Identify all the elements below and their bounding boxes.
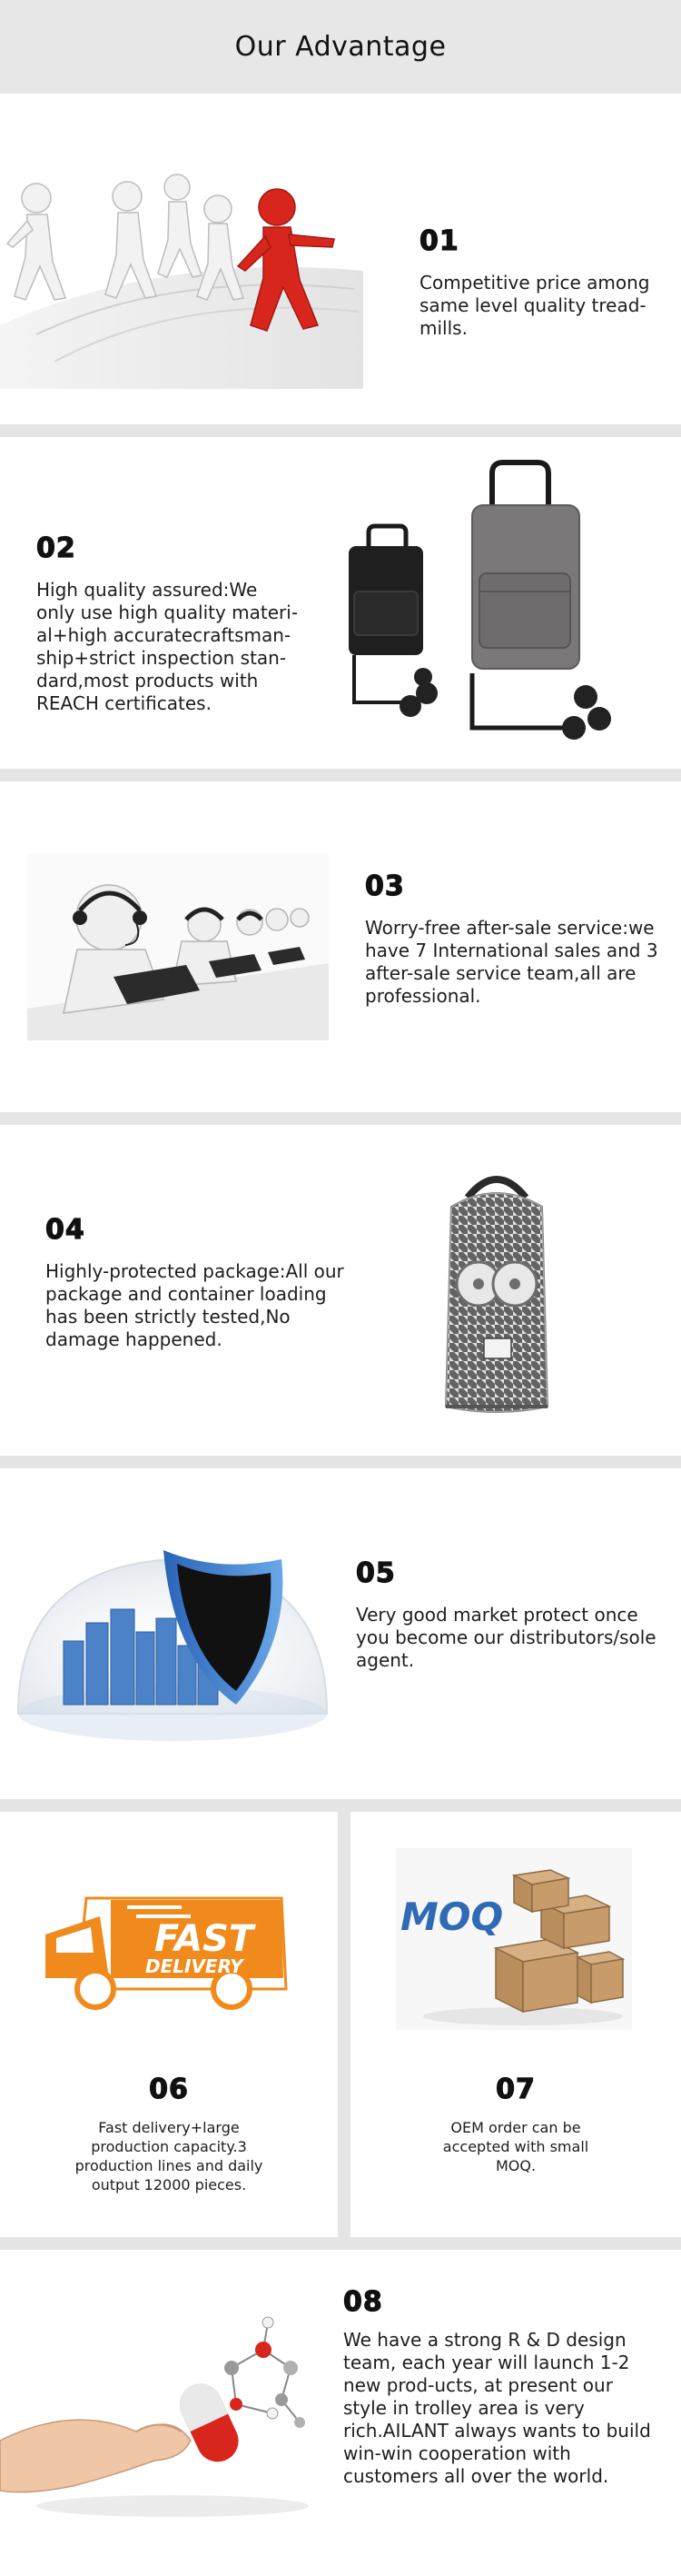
page-header bbox=[0, 0, 681, 94]
section-divider bbox=[0, 1112, 681, 1125]
section-divider bbox=[0, 1799, 681, 1812]
section-divider bbox=[0, 769, 681, 781]
section-number: 01 bbox=[419, 225, 459, 257]
section-description: Worry-free after-sale service:we have 7 International sales and 3 after-sale service team,all are professional. bbox=[365, 917, 658, 1007]
advantage-section-05 bbox=[0, 1468, 681, 1799]
delivery-label: DELIVERY bbox=[145, 1955, 243, 1977]
section-07-text bbox=[425, 2074, 607, 2175]
section-04-text bbox=[45, 1214, 345, 1351]
section-description: Highly-protected package:All our package and container loading has been strictly tested,No damage happened. bbox=[45, 1260, 344, 1350]
advantage-section-06 bbox=[0, 1812, 338, 2237]
column-divider bbox=[338, 1812, 350, 2237]
section-06-text bbox=[60, 2074, 278, 2194]
fast-label: FAST bbox=[154, 1918, 254, 1960]
section-number: 02 bbox=[36, 532, 76, 564]
section-number: 07 bbox=[496, 2074, 536, 2105]
section-divider bbox=[0, 1456, 681, 1468]
section-number: 05 bbox=[356, 1557, 396, 1589]
advantage-section-08 bbox=[0, 2250, 681, 2570]
section-05-text bbox=[356, 1557, 665, 1672]
moq-label: MOQ bbox=[400, 1895, 504, 1939]
section-number: 08 bbox=[343, 2286, 383, 2318]
advantage-section-03 bbox=[0, 781, 681, 1112]
section-description: Very good market protect once you become our distributors/sole agent. bbox=[356, 1604, 656, 1671]
section-divider bbox=[0, 424, 681, 437]
section-02-text bbox=[36, 532, 300, 715]
section-01-text bbox=[419, 225, 660, 340]
shopping-trolleys-image bbox=[336, 455, 627, 755]
advantage-section-01 bbox=[0, 94, 681, 424]
section-divider bbox=[0, 2237, 681, 2250]
advantage-section-02 bbox=[0, 437, 681, 769]
section-description: We have a strong R & D design team, each year will launch 1-2 new prod-ucts, at present our style in trolley area is very rich.AILANT always wants to build win-win cooperation with customers all over the world. bbox=[343, 2329, 651, 2487]
section-03-text bbox=[365, 870, 665, 1008]
fast-delivery-truck-image bbox=[36, 1862, 300, 2016]
support-team-image bbox=[27, 854, 329, 1040]
section-description: Competitive price among same level quality tread-mills. bbox=[419, 272, 650, 339]
advantage-section-07 bbox=[350, 1812, 681, 2237]
section-description: OEM order can be accepted with small MOQ. bbox=[442, 2119, 589, 2174]
packaged-trolley-image bbox=[431, 1161, 563, 1425]
section-08-text bbox=[343, 2286, 661, 2488]
moq-boxes-image bbox=[396, 1848, 632, 2030]
city-shield-image bbox=[9, 1532, 336, 1750]
section-description: High quality assured:We only use high quality materi-al+high accuratecraftsman-ship+strict inspection stan-dard,most products with REACH certificates. bbox=[36, 579, 299, 714]
section-number: 04 bbox=[45, 1214, 85, 1246]
section-description: Fast delivery+large production capacity.3 production lines and daily output 12000 pieces. bbox=[74, 2119, 263, 2193]
section-number: 03 bbox=[365, 870, 405, 902]
runners-image bbox=[0, 144, 363, 389]
molecule-capsule-image bbox=[0, 2304, 318, 2531]
section-number: 06 bbox=[149, 2074, 189, 2105]
advantage-sections-06-07 bbox=[0, 1812, 681, 2237]
page-title: Our Advantage bbox=[234, 31, 447, 63]
advantage-section-04 bbox=[0, 1125, 681, 1456]
